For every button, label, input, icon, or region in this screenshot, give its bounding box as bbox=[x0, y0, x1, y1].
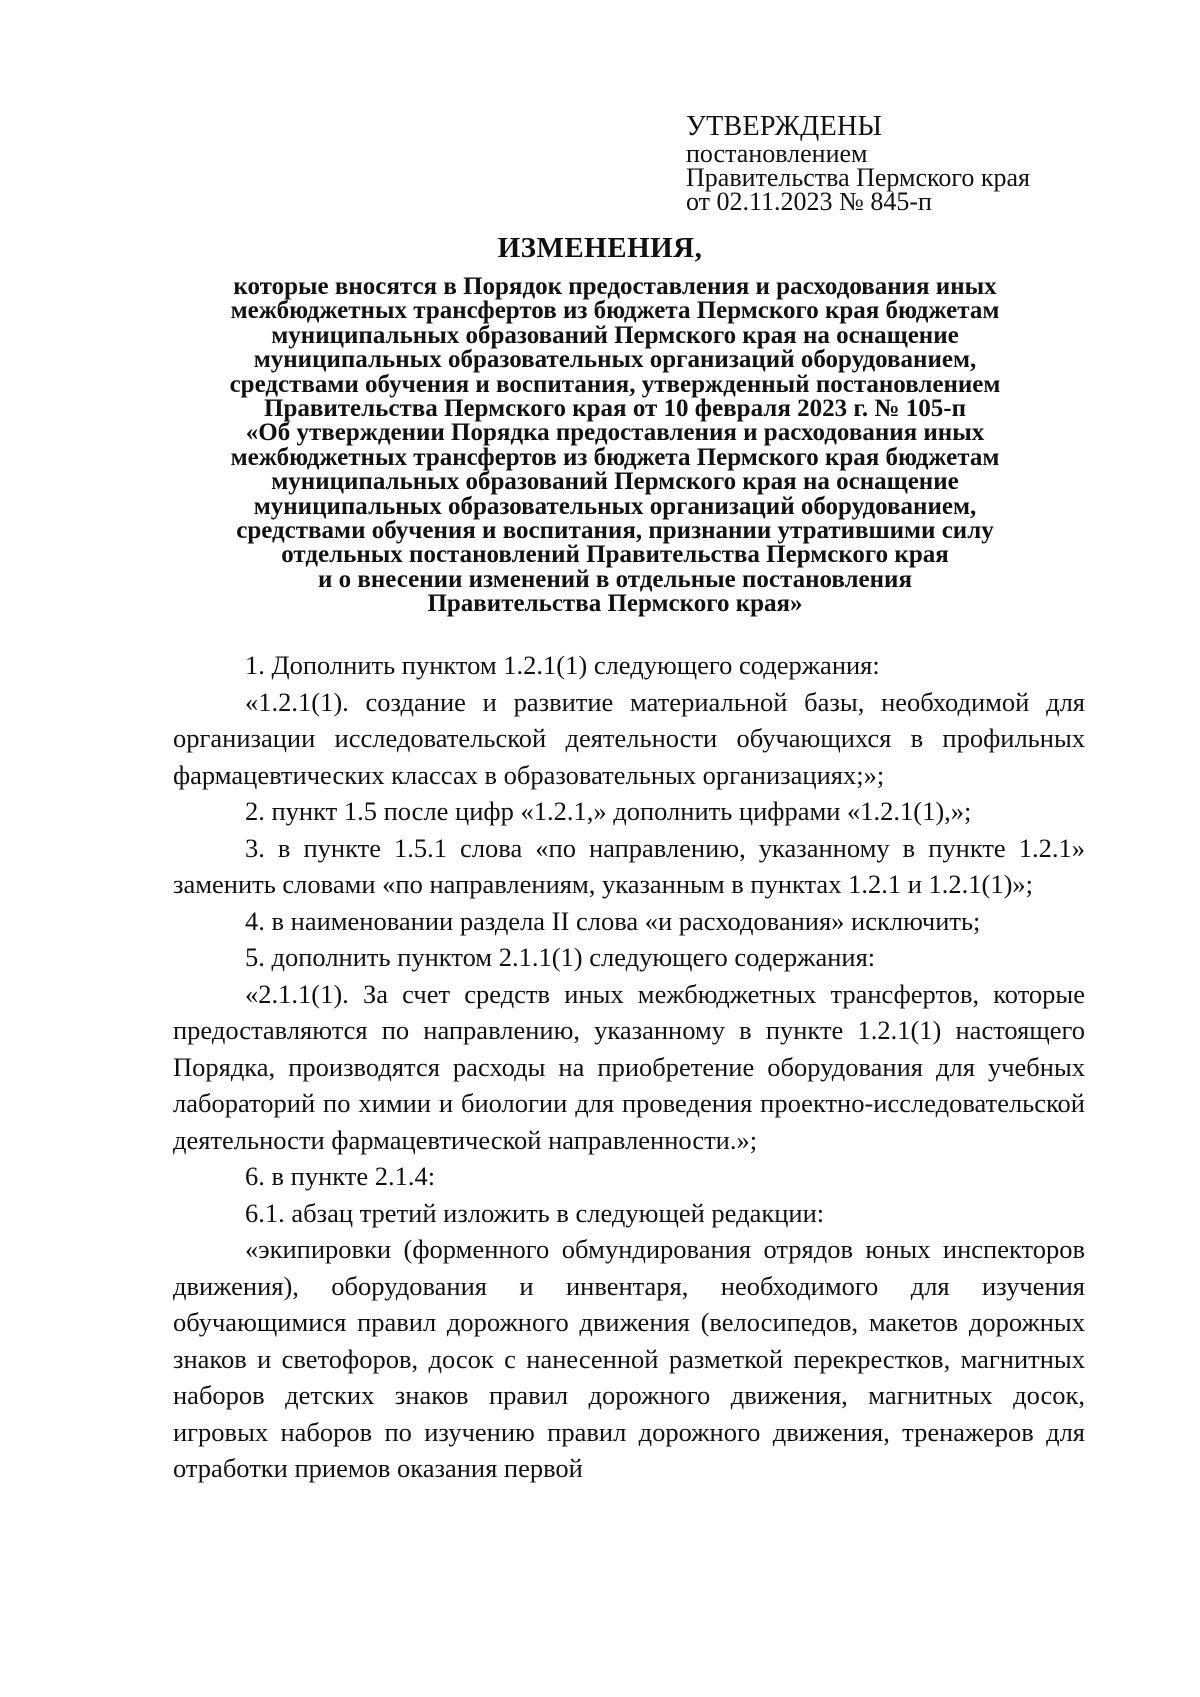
approval-line: от 02.11.2023 № 845-п bbox=[686, 187, 932, 216]
paragraph: 3. в пункте 1.5.1 слова «по направлению, указанному в пункте 1.2.1» заменить словами «по направлениям, указанным в пунктах 1.2.1 и 1.2.1(1)»; bbox=[173, 832, 1085, 899]
subtitle-line: муниципальных образований Пермского края на оснащение bbox=[271, 321, 959, 349]
subtitle-line: межбюджетных трансфертов из бюджета Пермского края бюджетам bbox=[230, 443, 1000, 471]
paragraph: «1.2.1(1). создание и развитие материальной базы, необходимой для организации исследовательской деятельности обучающихся в профильных фармацевтических классах в образовательных организациях;»; bbox=[173, 686, 1085, 790]
subtitle-line: Правительства Пермского края» bbox=[427, 590, 803, 618]
paragraph: 1. Дополнить пунктом 1.2.1(1) следующего содержания: bbox=[245, 650, 880, 680]
document-body bbox=[173, 647, 1085, 1487]
subtitle-line: и о внесении изменений в отдельные постановления bbox=[318, 565, 912, 593]
paragraph: 5. дополнить пунктом 2.1.1(1) следующего содержания: bbox=[245, 942, 876, 972]
approval-block bbox=[686, 112, 1106, 214]
subtitle-line: межбюджетных трансфертов из бюджета Пермского края бюджетам bbox=[230, 297, 1000, 325]
subtitle-line: муниципальных образовательных организаций оборудованием, bbox=[253, 346, 977, 374]
subtitle-line: муниципальных образований Пермского края на оснащение bbox=[271, 468, 959, 496]
paragraph: 2. пункт 1.5 после цифр «1.2.1,» дополнить цифрами «1.2.1(1),»; bbox=[245, 796, 972, 826]
subtitle-line: которые вносятся в Порядок предоставления и расходования иных bbox=[233, 273, 997, 300]
subtitle-line: средствами обучения и воспитания, признании утратившими силу bbox=[236, 517, 994, 545]
document-subtitle bbox=[170, 275, 1060, 617]
subtitle-line: муниципальных образовательных организаций оборудованием, bbox=[253, 492, 977, 520]
subtitle-line: отдельных постановлений Правительства Пермского края bbox=[281, 541, 949, 569]
subtitle-line: средствами обучения и воспитания, утвержденный постановлением bbox=[229, 370, 1001, 398]
approval-line: постановлением bbox=[686, 139, 868, 168]
paragraph: «2.1.1(1). За счет средств иных межбюджетных трансфертов, которые предоставляются по направлению, указанному в пункте 1.2.1(1) настоящего Порядка, производятся расходы на приобретение оборудования для учебных лабораторий по химии и биологии для проведения проектно-исследовательской деятельности фармацевтической направленности.»; bbox=[173, 978, 1085, 1155]
approval-heading: УТВЕРЖДЕНЫ bbox=[686, 111, 883, 142]
paragraph: 4. в наименовании раздела II слова «и расходования» исключить; bbox=[245, 905, 981, 936]
paragraph: 6.1. абзац третий изложить в следующей редакции: bbox=[245, 1197, 825, 1228]
paragraph: 6. в пункте 2.1.4: bbox=[245, 1161, 436, 1191]
subtitle-line: «Об утверждении Порядка предоставления и расходования иных bbox=[245, 419, 985, 447]
document-title: ИЗМЕНЕНИЯ, bbox=[497, 232, 703, 264]
paragraph: «экипировки (форменного обмундирования отрядов юных инспекторов движения), оборудования и инвентаря, необходимого для изучения обучающимися правил дорожного движения (велосипедов, макетов дорожных знаков и светофоров, досок с нанесенной разметкой перекрестков, магнитных наборов детских знаков правил дорожного движения, магнитных досок, игровых наборов по изучению правил дорожного движения, тренажеров для отработки приемов оказания первой bbox=[173, 1234, 1085, 1483]
subtitle-line: Правительства Пермского края от 10 февраля 2023 г. № 105-п bbox=[264, 395, 966, 423]
approval-line: Правительства Пермского края bbox=[686, 163, 1030, 192]
